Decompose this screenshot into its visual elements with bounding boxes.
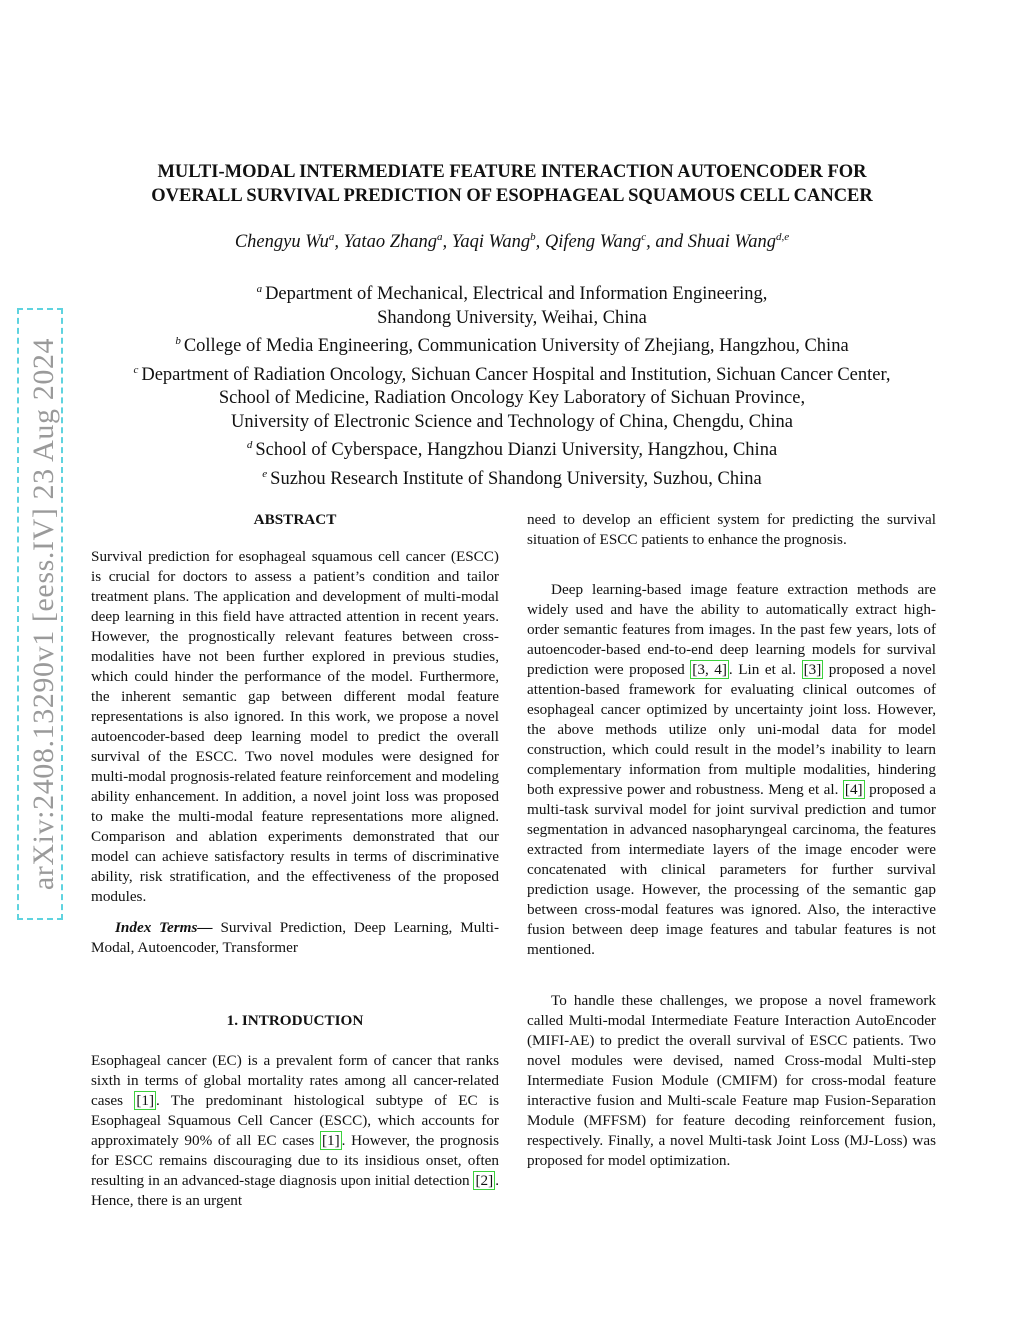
- author-5: Shuai Wang$^{d,e}$: [687, 231, 790, 253]
- affiliation-line: $^b$ College of Media Engineering, Communication University of Zhejiang, Hangzhou, China: [175, 335, 849, 357]
- citation-link[interactable]: [1]: [136, 1092, 155, 1109]
- introduction-heading: 1. INTRODUCTION: [226, 1012, 364, 1029]
- affiliation-line: $^c$ Department of Radiation Oncology, Sichuan Cancer Hospital and Institution, Sichuan Cancer Center,: [133, 363, 891, 385]
- author-list: [80, 231, 944, 253]
- index-terms-label: Index Terms—: [115, 919, 213, 936]
- introduction-section: [91, 1011, 499, 1211]
- citation-link[interactable]: [4]: [844, 781, 863, 798]
- author-4: Qifeng Wang$^c$, and: [544, 231, 688, 253]
- right-column: [527, 510, 936, 1171]
- index-terms-text: Survival Prediction, Deep Learning, Multi-Modal, Autoencoder, Transformer: [91, 919, 500, 956]
- index-terms: [91, 918, 499, 958]
- abstract-section: [91, 510, 499, 958]
- citation-link[interactable]: [2]: [475, 1172, 494, 1189]
- intro-paragraph-2: Deep learning-based image feature extraction methods are widely used and have the ability to automatically extract high-order semantic features from images. In the past few years, lots of autoencoder-based end-to-end deep learning models for survival prediction were proposed [3, 4] . Lin et al. [3] proposed a novel attention-based framework for evaluating clinical outcomes of esophageal cancer optimized by uncertainty joint loss. However, the above methods utilize only uni-modal data for model construction, which could result in the model’s inability to learn complementary information from multiple modalities, hindering both expressive power and robustness. Meng et al. [4] proposed a multi-task survival model for joint survival prediction and tumor segmentation in advanced nasopharyngeal carcinoma, the features extracted from intermediate layers of the image encoder were concatenated with clinical parameters for further survival prediction usage. However, the processing of the semantic gap between cross-modal features was ignored. Also, the interactive fusion between deep image features and tabular features is not mentioned.: [527, 581, 937, 958]
- title-line-1: MULTI-MODAL INTERMEDIATE FEATURE INTERACTION AUTOENCODER FOR: [157, 162, 867, 182]
- citation-link[interactable]: [3, 4]: [692, 661, 727, 678]
- affiliation-line: $^e$ Suzhou Research Institute of Shandong University, Suzhou, China: [262, 468, 762, 490]
- author-1: Chengyu Wu$^a$,: [234, 231, 344, 253]
- author-3: Yaqi Wang$^b$,: [451, 231, 545, 253]
- abstract-text: Survival prediction for esophageal squamous cell cancer (ESCC) is crucial for doctors to assess a patient’s condition and tailor treatment plans. The application and development of multi-modal deep learning in this field have attracted attention in recent years. However, the prognostically relevant features between cross-modalities have not been further explored in previous studies, which could hinder the performance of the model. Furthermore, the inherent semantic gap between different modal feature representations is also ignored. In this work, we propose a novel autoencoder-based deep learning model to predict the overall survival of the ESCC. Two novel modules were designed for multi-modal prognosis-related feature reinforcement and modeling ability enhancement. In addition, a novel joint loss was proposed to make the multi-modal feature representations more aligned. Comparison and ablation experiments demonstrated that our model can achieve satisfactory results in terms of discriminative ability, risk stratification, and the effectiveness of the proposed modules.: [91, 548, 499, 905]
- citation-link[interactable]: [1]: [321, 1132, 340, 1149]
- author-2: Yatao Zhang$^a$,: [343, 231, 452, 253]
- affiliation-line: $^a$ Department of Mechanical, Electrical and Information Engineering,: [256, 283, 768, 305]
- title-line-2: OVERALL SURVIVAL PREDICTION OF ESOPHAGEAL SQUAMOUS CELL CANCER: [151, 186, 873, 206]
- paper-title: [80, 160, 944, 208]
- affiliation-line: $^d$ School of Cyberspace, Hangzhou Dianzi University, Hangzhou, China: [246, 439, 778, 461]
- affiliation-line: Shandong University, Weihai, China: [377, 307, 647, 328]
- affiliations: [60, 278, 964, 492]
- citation-link[interactable]: [3]: [803, 661, 822, 678]
- intro-paragraph-3: To handle these challenges, we propose a novel framework called Multi-modal Intermediate Feature Interaction AutoEncoder (MIFI-AE) to predict the overall survival of ESCC patients. Two novel modules were devised, named Cross-modal Multi-step Intermediate Fusion Module (CMIFM) for cross-modal feature interactive fusion and Multi-scale Feature map Fusion-Separation Module (MFFSM) for feature decoding reinforcement fusion, respectively. Finally, a novel Multi-task Joint Loss (MJ-Loss) was proposed for model optimization.: [527, 992, 936, 1169]
- affiliation-line: School of Medicine, Radiation Oncology Key Laboratory of Sichuan Province,: [218, 388, 806, 409]
- arxiv-identifier[interactable]: arXiv:2408.13290v1 [eess.IV] 23 Aug 2024: [27, 337, 60, 891]
- affiliation-line: University of Electronic Science and Technology of China, Chengdu, China: [231, 411, 793, 432]
- intro-paragraph-1: Esophageal cancer (EC) is a prevalent form of cancer that ranks sixth in terms of global mortality rates among all cancer-related cases [1] . The predominant histological subtype of EC is Esophageal Squamous Cell Cancer (ESCC), which accounts for approximately 90% of all EC cases [1] . However, the prognosis for ESCC remains discouraging due to its insidious onset, often resulting in an advanced-stage diagnosis upon initial detection [2] . Hence, there is an urgent: [91, 1052, 500, 1209]
- intro-paragraph-1-continued: need to develop an efficient system for predicting the survival situation of ESCC patients to enhance the prognosis.: [527, 511, 936, 548]
- abstract-heading: ABSTRACT: [253, 511, 337, 528]
